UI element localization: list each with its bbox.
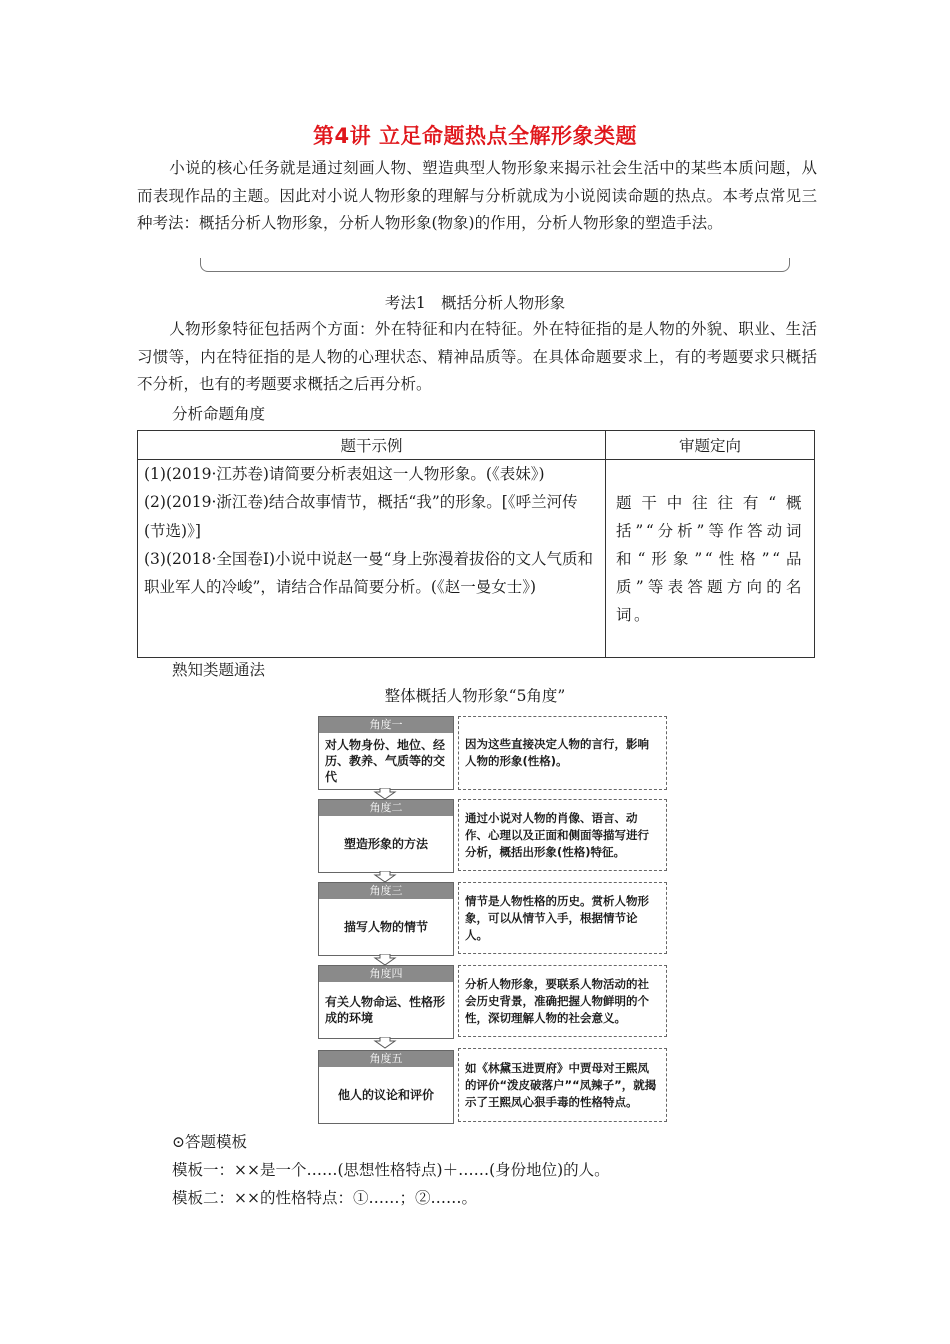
example-item: (2)(2019·浙江卷)结合故事情节，概括“我”的形象。[《呼兰河传(节选)》] xyxy=(144,493,578,540)
table-header-row xyxy=(138,431,815,460)
step-body: 有关人物命运、性格形成的环境 xyxy=(325,995,446,1025)
step-body: 描写人物的情节 xyxy=(343,920,428,934)
step-head: 角度四 xyxy=(319,966,453,982)
method1-heading: 考法1 概括分析人物形象 xyxy=(384,294,566,312)
table-header-direction: 审题定向 xyxy=(606,431,815,460)
step-head: 角度二 xyxy=(319,800,453,816)
example-item: (3)(2018·全国卷Ⅰ)小说中说赵一曼“身上弥漫着拔俗的文人气质和职业军人的冷峻”，请结合作品简要分析。(《赵一曼女士》) xyxy=(144,549,593,597)
step-desc-3: 情节是人物性格的历史。赏析人物形象，可以从情节入手，根据情节论人。 xyxy=(458,882,667,954)
template-one: 模板一：××是一个……(思想性格特点)＋……(身份地位)的人。 xyxy=(172,1161,610,1179)
step-body: 他人的议论和评价 xyxy=(337,1088,434,1102)
step-desc-4: 分析人物形象，要联系人物活动的社会历史背景，准确把握人物鲜明的个性，深切理解人物的社会意义。 xyxy=(458,965,667,1037)
step-body: 塑造形象的方法 xyxy=(343,837,428,851)
step-box-3 xyxy=(318,882,454,956)
step-desc-2: 通过小说对人物的肖像、语言、动作、心理以及正面和侧面等描写进行分析，概括出形象(性格)特征。 xyxy=(458,799,667,871)
examples-cell xyxy=(138,460,606,658)
method1-paragraph xyxy=(137,316,817,399)
step-body: 对人物身份、地位、经历、教养、气质等的交代 xyxy=(325,738,446,784)
intro-paragraph xyxy=(137,155,817,238)
section-divider xyxy=(200,258,790,272)
template-two: 模板二：××的性格特点：①……；②……。 xyxy=(172,1189,477,1207)
diagram-title: 整体概括人物形象“5角度” xyxy=(384,687,566,705)
example-item: (1)(2019·江苏卷)请简要分析表姐这一人物形象。(《表妹》) xyxy=(144,465,545,483)
step-head: 角度五 xyxy=(319,1051,453,1067)
step-box-1 xyxy=(318,716,454,790)
step-box-5 xyxy=(318,1050,454,1124)
table-header-examples: 题干示例 xyxy=(138,431,606,460)
direction-cell: 题干中往往有“概括”“分析”等作答动词和“形象”“性格”“品质”等表答题方向的名词。 xyxy=(606,460,815,658)
down-arrow-icon xyxy=(373,1037,397,1049)
intro-text: 小说的核心任务就是通过刻画人物、塑造典型人物形象来揭示社会生活中的某些本质问题，从而表现作品的主题。因此对小说人物形象的理解与分析就成为小说阅读命题的热点。本考点常见三种考法：概括分析人物形象，分析人物形象(物象)的作用，分析人物形象的塑造手法。 xyxy=(137,159,817,232)
exam-table xyxy=(137,430,815,658)
step-desc-5: 如《林黛玉进贾府》中贾母对王熙凤的评价“泼皮破落户”“凤辣子”，就揭示了王熙凤心狠手毒的性格特点。 xyxy=(458,1048,667,1122)
table-row xyxy=(138,460,815,658)
step-head: 角度三 xyxy=(319,883,453,899)
step-desc-1: 因为这些直接决定人物的言行，影响人物的形象(性格)。 xyxy=(458,716,667,790)
step-box-4 xyxy=(318,965,454,1039)
method-label: 熟知类题通法 xyxy=(172,661,266,679)
angle-label: 分析命题角度 xyxy=(172,405,266,423)
step-box-2 xyxy=(318,799,454,873)
answer-label: ⊙答题模板 xyxy=(172,1133,247,1151)
page-title: 第4讲 立足命题热点全解形象类题 xyxy=(313,124,637,148)
step-head: 角度一 xyxy=(319,717,453,733)
method1-text: 人物形象特征包括两个方面：外在特征和内在特征。外在特征指的是人物的外貌、职业、生活习惯等，内在特征指的是人物的心理状态、精神品质等。在具体命题要求上，有的考题要求只概括不分析，也有的考题要求概括之后再分析。 xyxy=(137,320,817,393)
